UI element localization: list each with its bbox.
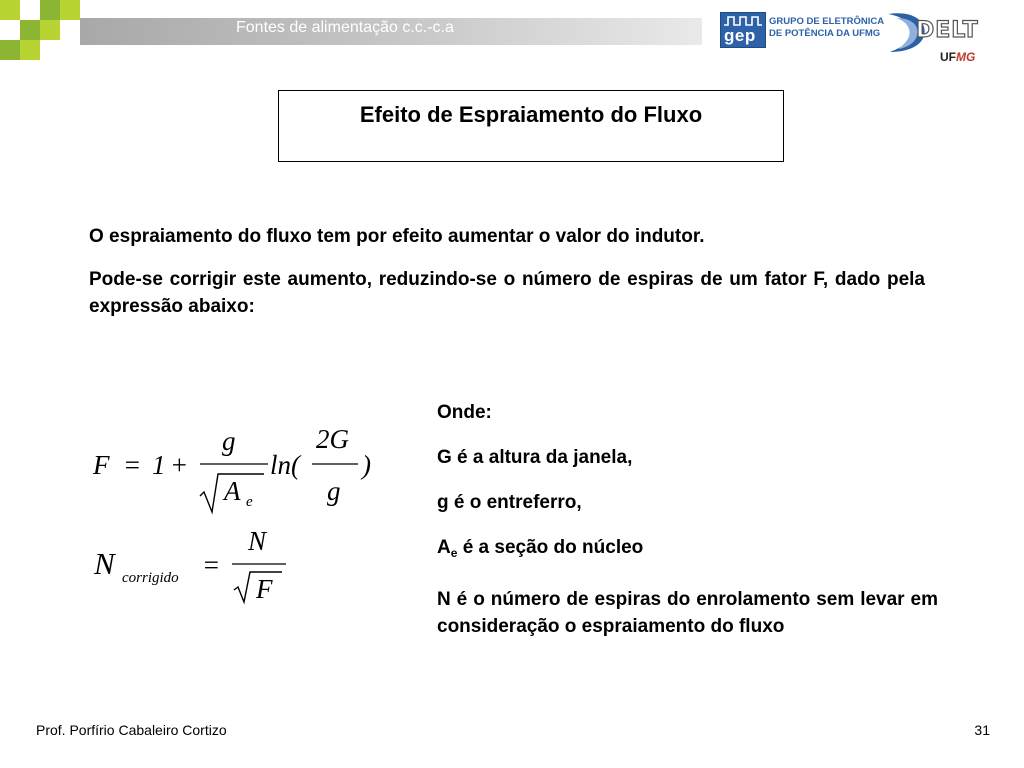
ufmg-suffix: MG — [956, 50, 976, 64]
formula-f-svg — [90, 420, 390, 520]
paragraph-correction: Pode-se corrigir este aumento, reduzindo-se o número de espiras de um fator F, dado pela expressão abaixo: — [89, 269, 925, 317]
definition-ae-sub: e — [450, 546, 458, 560]
formula-f-num: g — [222, 426, 236, 456]
definition-n: N é o número de espiras do enrolamento sem levar em consideração o espraiamento do fluxo — [437, 589, 938, 637]
formula-f-den-sub: e — [246, 494, 253, 510]
formula-n-eq: = — [202, 550, 221, 580]
definition-ae — [437, 535, 938, 566]
formula-n-den: F — [256, 574, 273, 604]
formula-n-lhs-sub: corrigido — [122, 570, 179, 586]
paragraph-intro: O espraiamento do fluxo tem por efeito aumentar o valor do indutor. — [89, 226, 705, 247]
definitions-column — [437, 400, 938, 660]
formula-n-num: N — [248, 526, 267, 556]
header-checker-decoration — [0, 0, 80, 60]
formula-n-lhs-base: N — [94, 546, 115, 581]
slide-title-box — [278, 90, 784, 162]
delt-logo — [884, 8, 996, 66]
ufmg-logo-text — [940, 50, 975, 64]
definition-ae-rest: é a seção do núcleo — [457, 537, 644, 558]
gep-caption-line1: GRUPO DE ELETRÔNICA — [769, 16, 885, 27]
gep-logo-mark — [720, 12, 766, 48]
formula-f-frac2-den: g — [327, 476, 341, 506]
gep-caption-line2: DE POTÊNCIA DA UFMG — [769, 28, 881, 39]
formula-f-frac2-num: 2G — [316, 424, 349, 454]
formula-f-eq: = — [123, 450, 142, 480]
formula-n-corrigido — [92, 522, 312, 612]
header-title: Fontes de alimentação c.c.-c.a — [236, 19, 454, 36]
formula-f-close: ) — [362, 450, 371, 480]
delt-logo-text: DELT — [916, 18, 979, 43]
gep-logo — [720, 12, 885, 50]
formula-f-den-base: A — [224, 476, 241, 506]
definition-g-upper: G é a altura da janela, — [437, 447, 633, 468]
ufmg-prefix: UF — [940, 50, 956, 64]
formula-f-lhs: F — [93, 450, 110, 480]
formula-f-ln: ln( — [270, 450, 300, 480]
definitions-heading: Onde: — [437, 402, 492, 423]
formula-n-svg — [92, 522, 312, 612]
gep-logo-text: gep — [724, 26, 756, 45]
footer-author: Prof. Porfírio Cabaleiro Cortizo — [36, 722, 227, 738]
gep-logo-caption — [769, 16, 884, 40]
definition-ae-base: A — [437, 537, 451, 558]
footer-page-number: 31 — [974, 722, 990, 738]
slide-title: Efeito de Espraiamento do Fluxo — [359, 102, 703, 127]
formula-f — [90, 420, 390, 520]
definition-g-lower: g é o entreferro, — [437, 492, 582, 513]
formula-f-one: 1 — [152, 450, 166, 480]
formula-f-plus: + — [170, 450, 189, 480]
